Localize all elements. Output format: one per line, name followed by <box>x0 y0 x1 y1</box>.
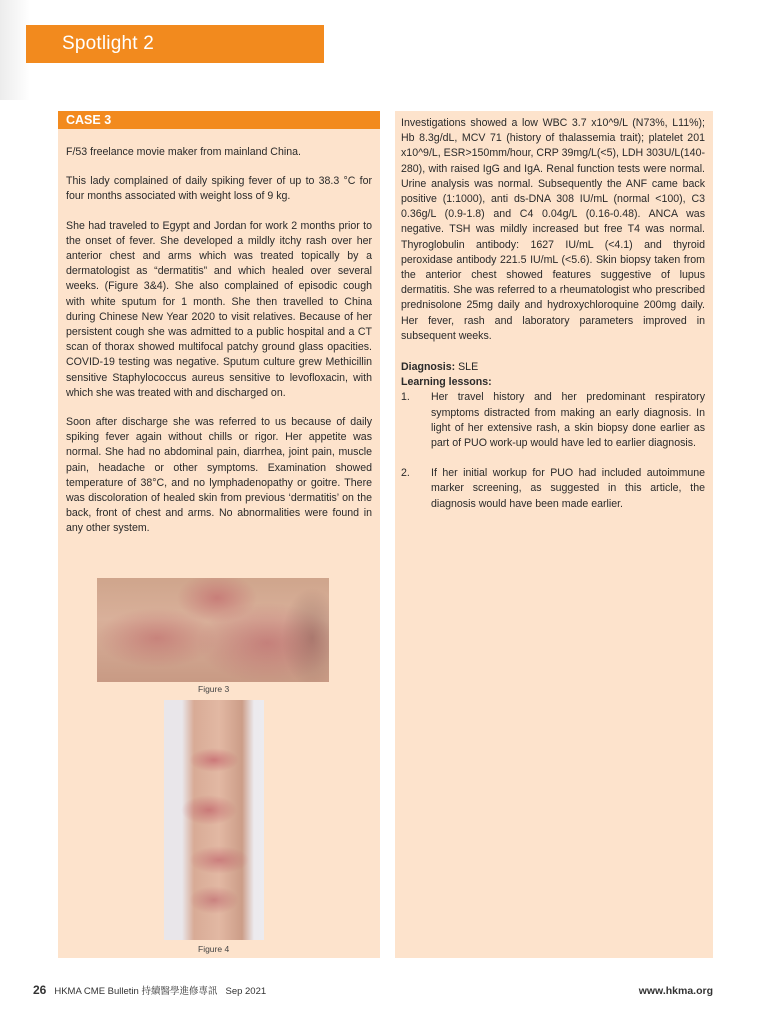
lessons-heading: Learning lessons: <box>401 376 492 389</box>
lesson-text: Her travel history and her predominant respiratory symptoms distracted from making an early diagnosis. In light of her extensive rash, a skin biopsy done earlier as part of PUO work-up would have led to earlier diagnosis. <box>431 391 705 450</box>
right-column <box>395 111 713 958</box>
lesson-number: 2. <box>401 467 410 480</box>
issue-date: Sep 2021 <box>225 986 267 997</box>
lesson-text: If her initial workup for PUO had included autoimmune marker screening, as suggested in this article, the diagnosis would have been made earlier. <box>431 467 705 510</box>
website-link[interactable]: www.hkma.org <box>638 985 713 997</box>
examination-paragraph: Soon after discharge she was referred to us because of daily spiking fever again without chills or rigor. Her appetite was normal. She had no abdominal pain, diarrhea, joint pain, muscle pain, headache or other symptoms. Examination showed temperature of 38°C, and no lymphadenopathy or goitre. There was discoloration of healed skin from previous ‘dermatitis’ on the back, front of chest and arms. No abnormalities were found in any other system. <box>66 416 372 535</box>
banner-title: Spotlight 2 <box>62 33 154 54</box>
figure-3-caption: Figure 3 <box>198 684 230 694</box>
list-item <box>401 390 705 451</box>
patient-summary: F/53 freelance movie maker from mainland China. <box>66 146 301 158</box>
investigations-paragraph: Investigations showed a low WBC 3.7 x10^9/L (N73%, L11%); Hb 8.3g/dL, MCV 71 (history of thalassemia trait); platelet 201 x10^9/L, ESR>150mm/hour, CRP 39mg/L(<5), LDH 303U/L(140-280), with raised IgG and IgA. Renal function tests were normal. Urine analysis was normal. Subsequently the ANF came back positive (1:1000), anti ds-DNA 308 IU/mL (normal <100), C3 0.36g/L (0.9-1.8) and C4 0.04g/L (0.16-0.48). ANCA was negative. TSH was mildly increased but free T4 was normal. Thyroglobulin antibody: 1627 IU/mL (<4.1) and thyroid peroxidase antibody 221.5 IU/mL (<5.6). Skin biopsy taken from the anterior chest showed features suggestive of lupus dermatitis. She was referred to a rheumatologist who prescribed prednisolone 25mg daily and hydroxychloroquine 200mg daily. Her fever, rash and laboratory parameters improved in subsequent weeks. <box>401 117 705 342</box>
publication-name: HKMA CME Bulletin 持續醫學進修專訊 <box>54 986 218 997</box>
diagnosis-value: SLE <box>458 361 479 374</box>
figure-4-caption: Figure 4 <box>198 944 230 954</box>
section-banner <box>26 25 324 63</box>
presenting-complaint: This lady complained of daily spiking fever of up to 38.3 °C for four months associated with weight loss of 9 kg. <box>66 175 372 203</box>
case-heading: CASE 3 <box>58 111 380 129</box>
page-number: 26 <box>33 983 47 997</box>
lesson-number: 1. <box>401 391 410 404</box>
figure-3-image <box>97 578 329 682</box>
figure-4-image <box>164 700 264 940</box>
diagnosis-label: Diagnosis: <box>401 361 456 374</box>
list-item <box>401 466 705 512</box>
diagnosis-line <box>401 360 705 375</box>
history-paragraph: She had traveled to Egypt and Jordan for work 2 months prior to the onset of fever. She developed a mildly itchy rash over her anterior chest and arms which was treated topically by a dermatologist as “dermatitis” and which healed over several weeks. (Figure 3&4). She also complained of episodic cough with white sputum for 1 month. She then travelled to China during Chinese New Year 2020 to visit relatives. Because of her persistent cough she was admitted to a public hospital and a CT scan of thorax showed multifocal patchy ground glass opacities. COVID-19 testing was negative. Sputum culture grew Methicillin sensitive Staphylococcus aureus sensitive to levofloxacin, with which she was treated with and discharged on. <box>66 219 372 399</box>
page-footer <box>33 983 713 997</box>
lessons-list <box>401 390 705 511</box>
